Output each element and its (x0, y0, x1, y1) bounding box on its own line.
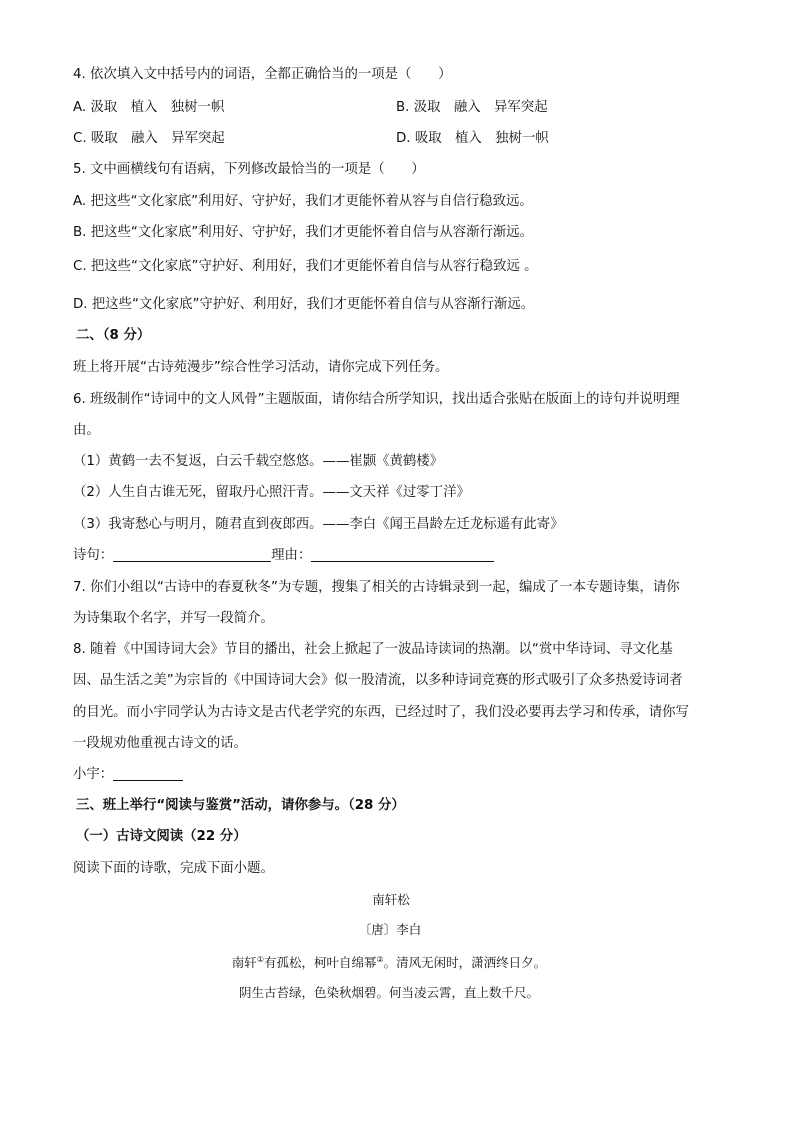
poem-line-1-part-c: 。清风无闲时，潇洒终日夕。 (383, 955, 547, 970)
q5-stem: 5. 文中画横线句有语病，下列修改最恰当的一项是（ ） (73, 162, 425, 177)
q6-stem-line1: 6. 班级制作“诗词中的文人风骨”主题版面，请你结合所学知识，找出适合张贴在版面上的诗句并说明理 (73, 392, 680, 407)
q6-item-1: （1）黄鹤一去不复返，白云千载空悠悠。——崔颢《黄鹤楼》 (73, 454, 444, 469)
q6-poem-label: 诗句： (73, 548, 114, 563)
q8-stem-line4: 一段规劝他重视古诗文的话。 (73, 736, 248, 751)
q4-stem: 4. 依次填入文中括号内的词语，全都正确恰当的一项是（ ） (73, 67, 452, 82)
q8-stem-line1: 8. 随着《中国诗词大会》节目的播出，社会上掀起了一波品诗读词的热潮。以“赏中华诗词、寻文化基 (73, 642, 673, 657)
poem-title: 南轩松 (372, 892, 410, 907)
q6-item-3: （3）我寄愁心与明月，随君直到夜郎西。——李白《闻王昌龄左迁龙标遥有此寄》 (73, 517, 564, 532)
q8-answer-blank[interactable] (113, 766, 183, 781)
q7-stem-line1: 7. 你们小组以“古诗中的春夏秋冬”为专题，搜集了相关的古诗辑录到一起，编成了一本专题诗集，请你 (73, 580, 680, 595)
section2-intro: 班上将开展“古诗苑漫步”综合性学习活动，请你完成下列任务。 (73, 360, 449, 375)
poem-line-1-part-b: 有孤松，柯叶自绵幂 (263, 955, 377, 970)
poem-note-1: ① (256, 955, 264, 964)
q6-poem-blank[interactable] (113, 547, 271, 562)
poem-line-1 (0, 952, 786, 971)
section3-intro: 阅读下面的诗歌，完成下面小题。 (73, 861, 274, 876)
poem-note-2: ② (376, 955, 384, 964)
q4-option-d: D. 吸取 植入 独树一帜 (396, 131, 549, 146)
q7-stem-line2: 为诗集取个名字，并写一段简介。 (73, 611, 274, 626)
q4-option-b: B. 汲取 融入 异军突起 (396, 100, 548, 115)
q8-answer-label: 小宇： (73, 767, 114, 782)
q4-option-c: C. 吸取 融入 异军突起 (73, 131, 225, 146)
q8-stem-line3: 的目光。而小宇同学认为古诗文是古代老学究的东西，已经过时了，我们没必要再去学习和传承，请你写 (73, 705, 689, 720)
q5-option-b: B. 把这些“文化家底”利用好、守护好，我们才更能怀着自信与从容渐行渐远。 (73, 225, 534, 240)
q4-option-a: A. 汲取 植入 独树一帜 (73, 100, 225, 115)
q5-option-d: D. 把这些“文化家底”守护好、利用好，我们才更能怀着自信与从容渐行渐远。 (73, 297, 535, 312)
q5-option-a: A. 把这些“文化家底”利用好、守护好，我们才更能怀着从容与自信行稳致远。 (73, 194, 533, 209)
q5-option-c: C. 把这些“文化家底”守护好、利用好，我们才更能怀着自信与从容行稳致远 。 (73, 259, 538, 274)
poem-line-2: 阴生古苔绿，色染秋烟碧。何当凌云霄，直上数千尺。 (238, 985, 539, 1000)
q8-answer-line (73, 766, 183, 784)
section3-title: 三、班上举行“阅读与鉴赏”活动，请你参与。（28 分） (76, 798, 405, 813)
q6-answer-line (73, 547, 494, 565)
poem-author: 〔唐〕李白 (358, 922, 422, 937)
q6-stem-line2: 由。 (73, 423, 100, 438)
q6-item-2: （2）人生自古谁无死，留取丹心照汗青。——文天祥《过零丁洋》 (73, 485, 470, 500)
q6-reason-blank[interactable] (311, 547, 494, 562)
q8-stem-line2: 因、品生活之美”为宗旨的《中国诗词大会》似一股清流，以多种诗词竞赛的形式吸引了众多热爱诗词者 (73, 673, 683, 688)
section3-subtitle: （一）古诗文阅读（22 分） (76, 829, 247, 844)
poem-line-1-part-a: 南轩 (231, 955, 257, 970)
section2-title: 二、（8 分） (76, 328, 151, 343)
q6-reason-label: 理由： (271, 548, 312, 563)
